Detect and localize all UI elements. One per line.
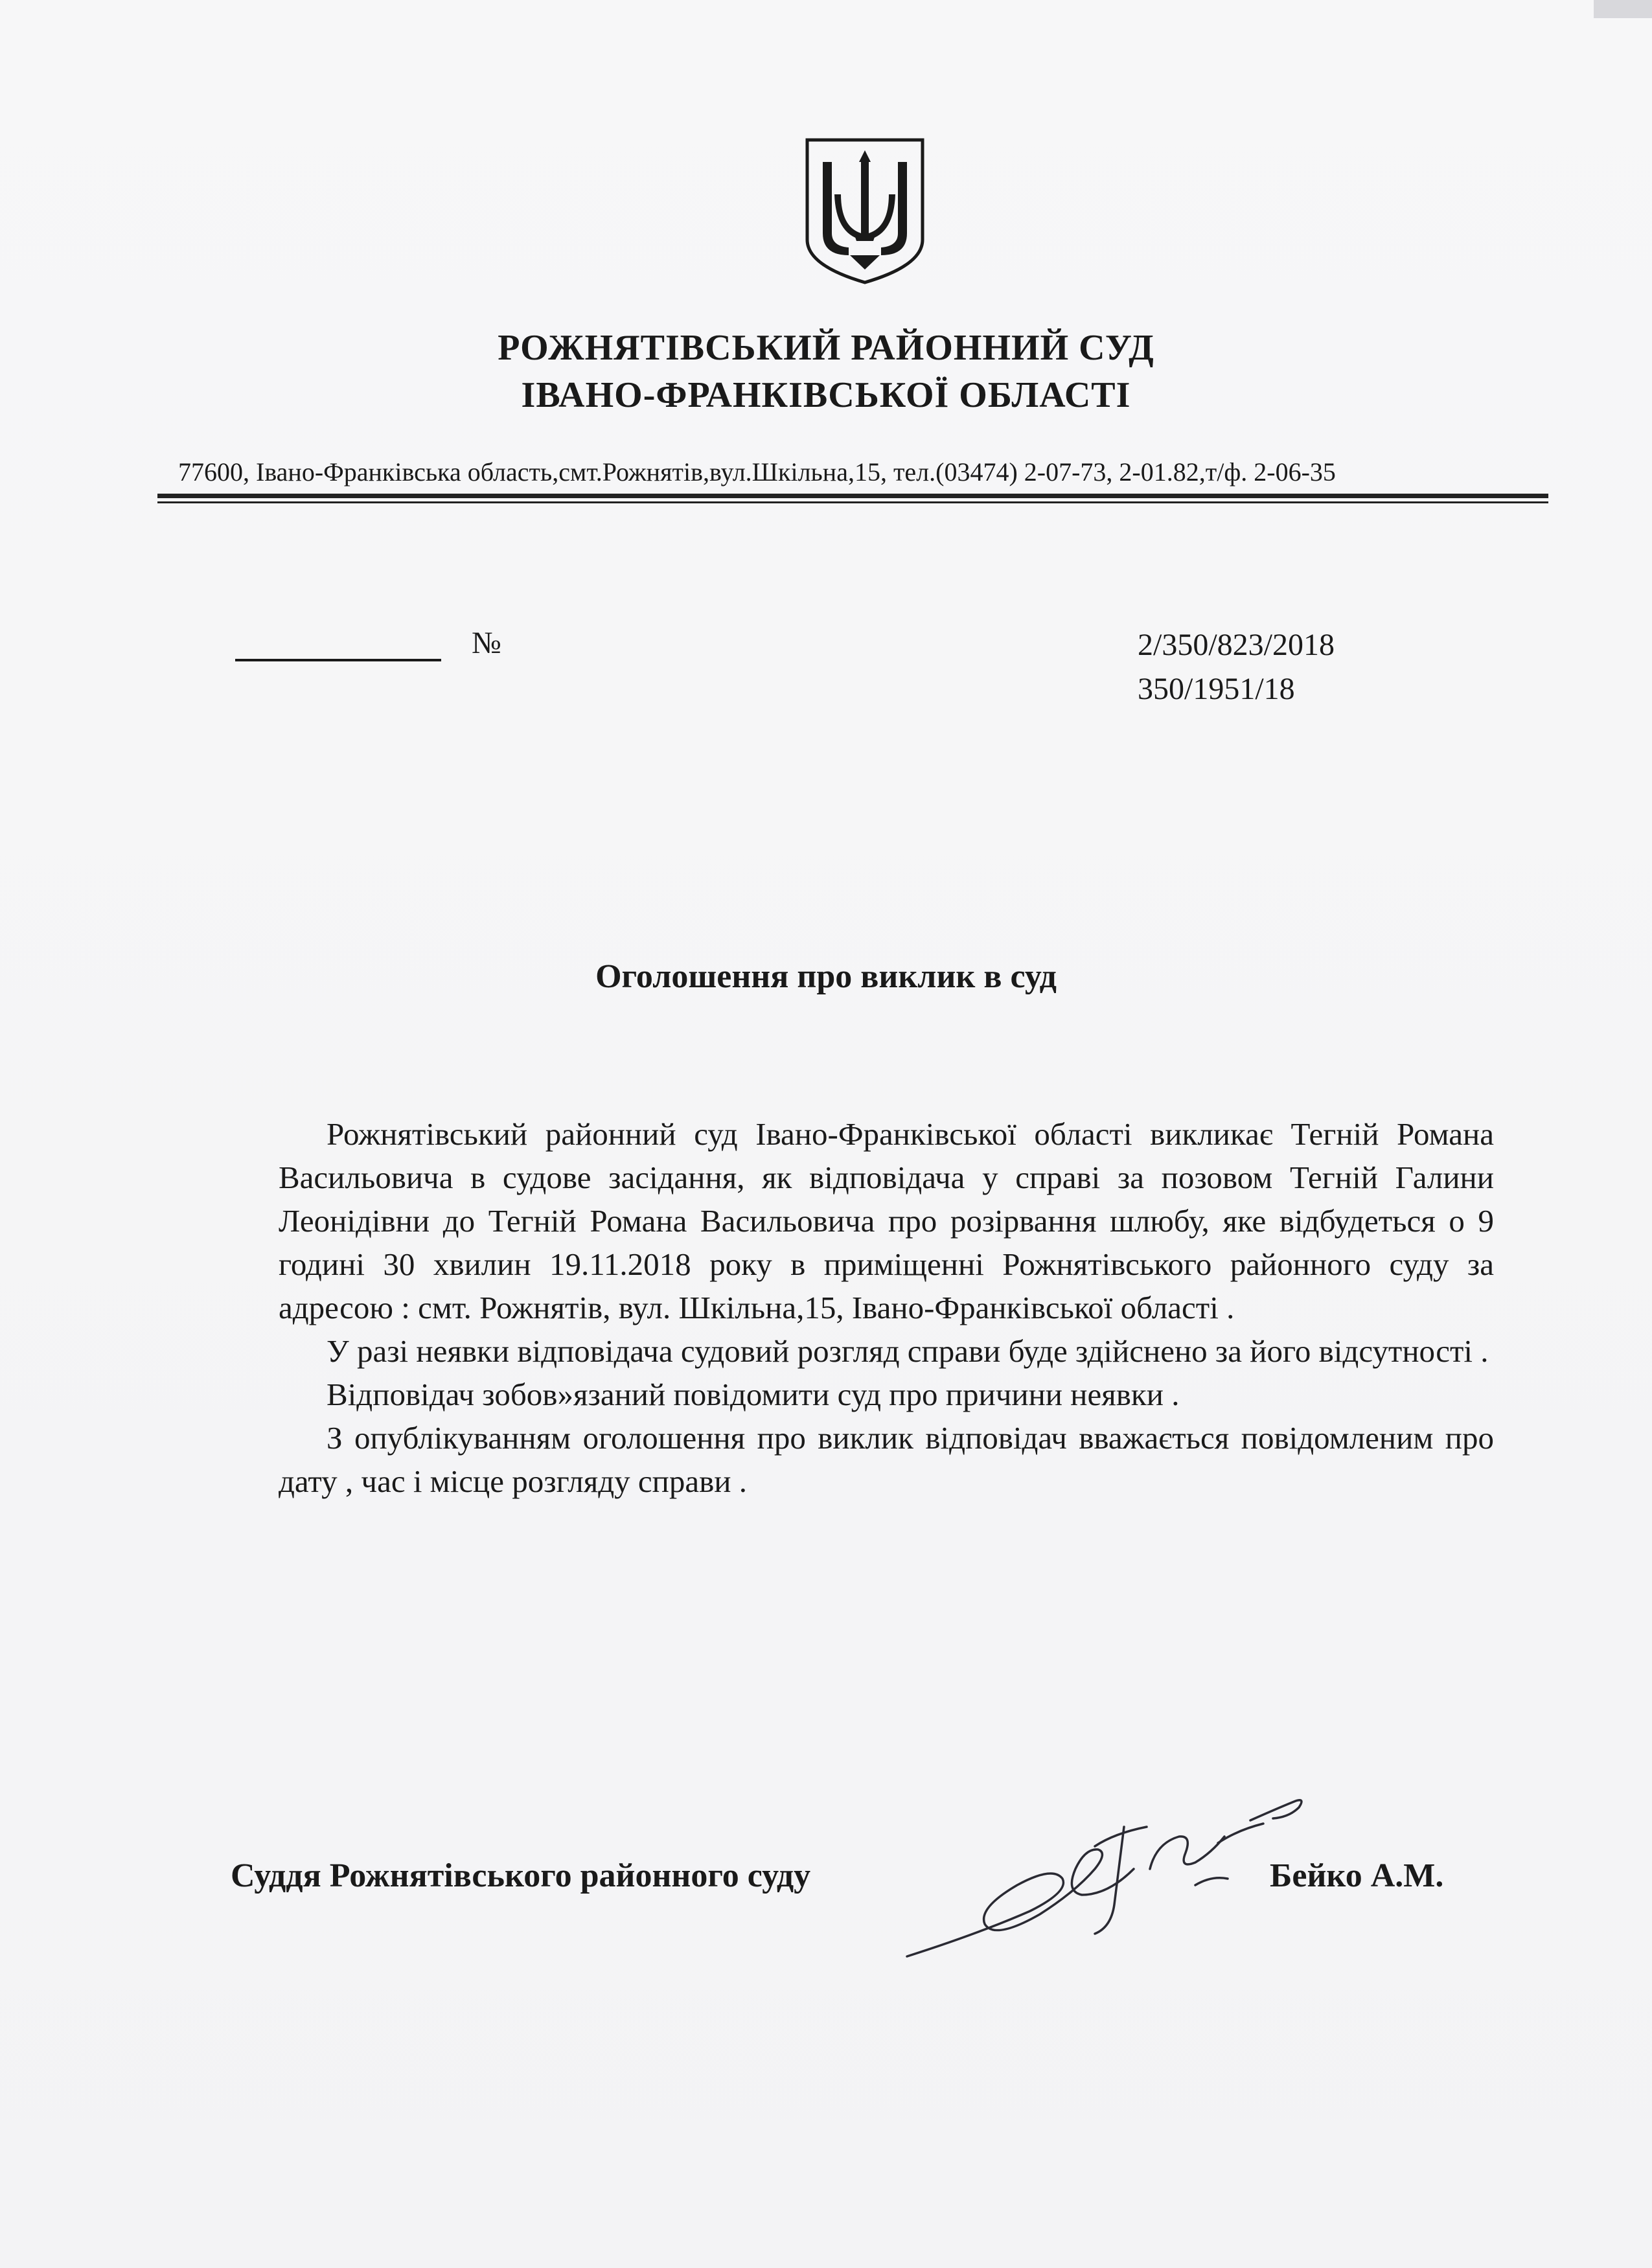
case-numbers bbox=[1138, 623, 1335, 711]
document-title: Оголошення про виклик в суд bbox=[595, 958, 1057, 995]
body-paragraph: У разі неявки відповідача судовий розгляд справи буде здійснено за його відсутності . bbox=[327, 1333, 1489, 1369]
date-blank-line bbox=[235, 659, 441, 661]
header-divider-thick bbox=[157, 494, 1548, 498]
handwritten-signature-icon bbox=[901, 1772, 1315, 1966]
trident-coat-of-arms-icon bbox=[803, 136, 926, 285]
court-name-line-2: ІВАНО-ФРАНКІВСЬКОЇ ОБЛАСТІ bbox=[521, 375, 1131, 415]
case-number-1: 2/350/823/2018 bbox=[1138, 628, 1335, 662]
judge-title: Суддя Рожнятівського районного суду bbox=[231, 1857, 811, 1894]
header-divider-thin bbox=[157, 501, 1548, 503]
case-number-2: 350/1951/18 bbox=[1138, 672, 1295, 706]
announcement-body bbox=[279, 1112, 1494, 1503]
body-paragraph: Відповідач зобов»язаний повідомити суд про причини неявки . bbox=[327, 1377, 1180, 1412]
scan-corner-artifact bbox=[1594, 0, 1652, 18]
body-paragraph: З опублікуванням оголошення про виклик відповідач вважається повідомленим про дату , час і місце розгляду справи . bbox=[279, 1420, 1494, 1499]
judge-name: Бейко А.М. bbox=[1270, 1857, 1444, 1894]
court-name-line-1: РОЖНЯТІВСЬКИЙ РАЙОННИЙ СУД bbox=[498, 328, 1154, 368]
body-paragraph: Рожнятівський районний суд Івано-Франківської області викликає Тегній Романа Васильовича в судове засідання, як відповідача у справі за позовом Тегній Галини Леонідівни до Тегній Романа Васильовича про розірвання шлюбу, яке відбудеться о 9 годині 30 хвилин 19.11.2018 року в приміщенні Рожнятівського районного суду за адресою : смт. Рожнятів, вул. Шкільна,15, Івано-Франківської області . bbox=[279, 1116, 1494, 1325]
court-address: 77600, Івано-Франківська область,смт.Рожнятів,вул.Шкільна,15, тел.(03474) 2-07-73, 2-01.82,т/ф. 2-06-35 bbox=[178, 457, 1336, 487]
number-sign: № bbox=[472, 626, 501, 660]
